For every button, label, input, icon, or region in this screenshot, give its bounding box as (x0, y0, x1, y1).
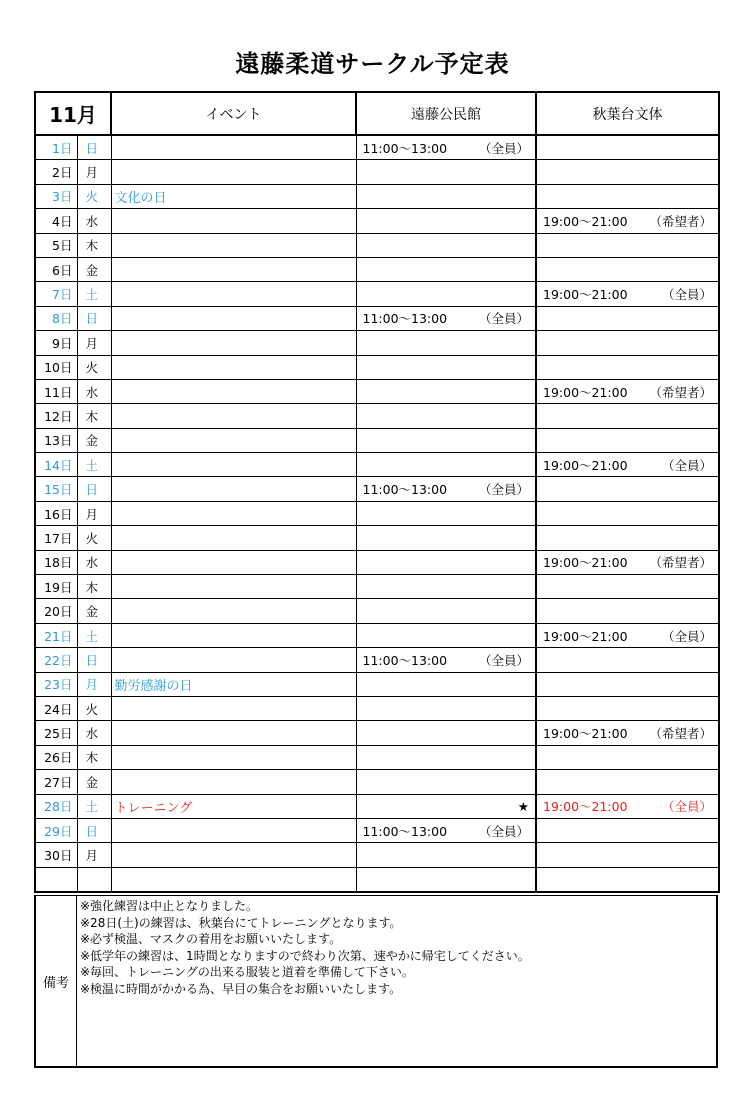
dow-cell: 金 (77, 770, 111, 794)
venue1-cell (356, 745, 536, 769)
event-cell (111, 282, 356, 306)
venue1-cell (356, 233, 536, 257)
venue2-cell (536, 404, 719, 428)
venue1-note: （全員） (478, 482, 529, 498)
venue2-cell (536, 135, 719, 160)
table-row (35, 672, 719, 696)
event-cell (111, 331, 356, 355)
venue1-cell (356, 648, 536, 672)
dow-cell: 日 (77, 648, 111, 672)
venue2-time: 19:00～21:00 (543, 628, 628, 644)
dow-cell: 火 (77, 696, 111, 720)
table-row (35, 526, 719, 550)
table-row (35, 184, 719, 208)
event-cell (111, 818, 356, 842)
date-cell: 12日 (35, 404, 77, 428)
table-row (35, 696, 719, 720)
venue1-cell (356, 135, 536, 160)
event-cell (111, 379, 356, 403)
dow-cell: 日 (77, 818, 111, 842)
table-row (35, 233, 719, 257)
note-line: ※28日(土)の練習は、秋葉台にてトレーニングとなります。 (80, 915, 402, 930)
venue2-cell (536, 306, 719, 330)
venue1-cell (356, 160, 536, 184)
event-cell (111, 160, 356, 184)
dow-cell: 金 (77, 428, 111, 452)
venue1-cell (356, 550, 536, 574)
venue1-cell (356, 404, 536, 428)
dow-cell: 水 (77, 379, 111, 403)
date-cell: 15日 (35, 477, 77, 501)
note-line: ※低学年の練習は、1時間となりますので終わり次第、速やかに帰宅してください。 (80, 948, 530, 963)
venue2-cell (536, 501, 719, 525)
date-cell: 19日 (35, 575, 77, 599)
venue2-note: （全員） (661, 457, 712, 473)
dow-cell: 木 (77, 745, 111, 769)
table-row (35, 818, 719, 842)
event-cell (111, 209, 356, 233)
venue1-cell (356, 843, 536, 867)
date-cell: 13日 (35, 428, 77, 452)
date-cell: 8日 (35, 306, 77, 330)
venue2-cell (536, 599, 719, 623)
empty-row (35, 867, 719, 892)
note-line: ※検温に時間がかかる為、早目の集合をお願いいたします。 (80, 981, 402, 996)
table-row (35, 501, 719, 525)
table-row (35, 331, 719, 355)
venue2-note: （全員） (661, 287, 712, 303)
date-cell: 7日 (35, 282, 77, 306)
event-cell (111, 843, 356, 867)
dow-cell: 土 (77, 453, 111, 477)
notes-box (34, 895, 718, 1068)
venue1-cell (356, 696, 536, 720)
venue2-cell (536, 184, 719, 208)
venue2-time: 19:00～21:00 (543, 287, 628, 303)
dow-cell: 日 (77, 306, 111, 330)
date-cell: 5日 (35, 233, 77, 257)
dow-cell: 日 (77, 135, 111, 160)
event-cell (111, 135, 356, 160)
schedule-body (35, 135, 719, 892)
table-row (35, 575, 719, 599)
date-cell: 20日 (35, 599, 77, 623)
venue2-cell (536, 477, 719, 501)
venue2-cell (536, 672, 719, 696)
venue1-cell (356, 599, 536, 623)
dow-cell: 火 (77, 526, 111, 550)
table-row (35, 794, 719, 818)
table-row (35, 306, 719, 330)
event-cell (111, 501, 356, 525)
venue2-note: （全員） (661, 628, 712, 644)
venue1-time: 11:00～13:00 (362, 482, 448, 498)
table-row (35, 257, 719, 281)
dow-cell: 木 (77, 575, 111, 599)
dow-cell: 水 (77, 550, 111, 574)
venue1-cell (356, 379, 536, 403)
event-cell (111, 355, 356, 379)
venue2-note: （希望者） (649, 555, 712, 571)
venue1-cell (356, 257, 536, 281)
date-cell: 25日 (35, 721, 77, 745)
event-cell (111, 306, 356, 330)
event-cell (111, 526, 356, 550)
venue1-cell (356, 818, 536, 842)
notes-list (80, 898, 530, 997)
venue2-time: 19:00～21:00 (543, 457, 628, 473)
venue2-cell (536, 453, 719, 477)
date-cell: 16日 (35, 501, 77, 525)
table-row (35, 550, 719, 574)
venue2-note: （希望者） (649, 726, 712, 742)
venue1-note: （全員） (478, 140, 529, 156)
table-row (35, 721, 719, 745)
note-line: ※毎回、トレーニングの出来る服装と道着を準備して下さい。 (80, 965, 414, 979)
venue1-cell (356, 501, 536, 525)
venue2-column-header: 秋葉台文体 (536, 92, 719, 135)
venue1-cell (356, 453, 536, 477)
table-row (35, 477, 719, 501)
table-row (35, 160, 719, 184)
event-cell: 勤労感謝の日 (111, 672, 356, 696)
date-cell: 29日 (35, 818, 77, 842)
event-cell (111, 696, 356, 720)
venue2-cell (536, 550, 719, 574)
venue2-cell (536, 331, 719, 355)
table-row (35, 770, 719, 794)
venue1-cell (356, 794, 536, 818)
event-cell (111, 745, 356, 769)
table-row (35, 404, 719, 428)
date-cell: 9日 (35, 331, 77, 355)
dow-cell: 水 (77, 721, 111, 745)
table-row (35, 623, 719, 647)
page-title: 遠藤柔道サークル予定表 (235, 50, 510, 78)
venue2-time: 19:00～21:00 (543, 726, 628, 742)
table-row (35, 355, 719, 379)
date-cell: 26日 (35, 745, 77, 769)
table-row (35, 135, 719, 160)
event-cell (111, 770, 356, 794)
dow-cell: 土 (77, 623, 111, 647)
dow-cell: 月 (77, 160, 111, 184)
dow-cell: 月 (77, 501, 111, 525)
venue1-cell (356, 477, 536, 501)
event-cell (111, 550, 356, 574)
event-cell (111, 404, 356, 428)
notes-label: 備考 (36, 896, 77, 1066)
venue1-cell (356, 306, 536, 330)
venue2-note: （全員） (661, 799, 712, 815)
table-row (35, 843, 719, 867)
date-cell: 24日 (35, 696, 77, 720)
note-line: ※強化練習は中止となりました。 (80, 899, 259, 913)
venue2-time: 19:00～21:00 (543, 213, 628, 229)
venue2-cell (536, 282, 719, 306)
venue2-cell (536, 355, 719, 379)
venue1-note: （全員） (478, 311, 529, 327)
event-cell: 文化の日 (111, 184, 356, 208)
date-cell: 28日 (35, 794, 77, 818)
venue2-cell (536, 843, 719, 867)
dow-cell: 日 (77, 477, 111, 501)
date-cell: 3日 (35, 184, 77, 208)
venue2-note: （希望者） (649, 213, 712, 229)
event-cell (111, 721, 356, 745)
event-cell (111, 599, 356, 623)
event-cell (111, 428, 356, 452)
venue2-time: 19:00～21:00 (543, 555, 628, 571)
note-line: ※必ず検温、マスクの着用をお願いいたします。 (80, 932, 342, 946)
event-cell: トレーニング (111, 794, 356, 818)
venue1-cell (356, 428, 536, 452)
table-row (35, 599, 719, 623)
schedule-table (34, 91, 720, 893)
table-row (35, 379, 719, 403)
date-cell: 4日 (35, 209, 77, 233)
venue1-time: 11:00～13:00 (362, 823, 448, 839)
date-cell: 14日 (35, 453, 77, 477)
venue1-cell (356, 575, 536, 599)
venue2-cell (536, 696, 719, 720)
venue1-cell (356, 355, 536, 379)
date-cell: 6日 (35, 257, 77, 281)
venue1-note: （全員） (478, 823, 529, 839)
dow-cell: 水 (77, 209, 111, 233)
dow-cell: 月 (77, 331, 111, 355)
table-header-row (35, 92, 719, 135)
venue1-time: 11:00～13:00 (362, 140, 448, 156)
date-cell: 10日 (35, 355, 77, 379)
venue2-cell (536, 623, 719, 647)
venue2-cell (536, 818, 719, 842)
venue2-time: 19:00～21:00 (543, 384, 628, 400)
dow-cell: 月 (77, 672, 111, 696)
dow-cell: 木 (77, 404, 111, 428)
event-cell (111, 257, 356, 281)
table-row (35, 453, 719, 477)
dow-cell: 金 (77, 257, 111, 281)
venue2-cell (536, 257, 719, 281)
date-cell: 1日 (35, 135, 77, 160)
venue2-cell (536, 209, 719, 233)
date-cell: 11日 (35, 379, 77, 403)
venue1-time: 11:00～13:00 (362, 311, 448, 327)
venue1-time: 11:00～13:00 (362, 652, 448, 668)
date-cell: 2日 (35, 160, 77, 184)
date-cell: 17日 (35, 526, 77, 550)
table-row (35, 745, 719, 769)
date-cell: 18日 (35, 550, 77, 574)
venue2-cell (536, 745, 719, 769)
venue2-cell (536, 648, 719, 672)
dow-cell: 火 (77, 355, 111, 379)
venue1-note: （全員） (478, 652, 529, 668)
date-cell: 22日 (35, 648, 77, 672)
dow-cell: 木 (77, 233, 111, 257)
venue1-cell (356, 209, 536, 233)
venue2-note: （希望者） (649, 384, 712, 400)
event-column-header: イベント (111, 92, 356, 135)
date-cell: 23日 (35, 672, 77, 696)
venue2-cell (536, 575, 719, 599)
table-row (35, 648, 719, 672)
date-cell: 21日 (35, 623, 77, 647)
venue1-cell (356, 672, 536, 696)
venue2-time: 19:00～21:00 (543, 799, 628, 815)
venue2-cell (536, 526, 719, 550)
event-cell (111, 233, 356, 257)
venue1-cell (356, 282, 536, 306)
venue1-cell (356, 526, 536, 550)
table-row (35, 282, 719, 306)
star-icon: ★ (517, 798, 529, 814)
dow-cell: 火 (77, 184, 111, 208)
month-header: 11月 (35, 92, 111, 135)
venue2-cell (536, 428, 719, 452)
venue1-cell (356, 623, 536, 647)
dow-cell: 土 (77, 794, 111, 818)
event-cell (111, 623, 356, 647)
dow-cell: 土 (77, 282, 111, 306)
date-cell: 27日 (35, 770, 77, 794)
venue2-cell (536, 794, 719, 818)
venue2-cell (536, 770, 719, 794)
venue1-cell (356, 184, 536, 208)
venue1-cell (356, 721, 536, 745)
event-cell (111, 477, 356, 501)
venue2-cell (536, 160, 719, 184)
venue2-cell (536, 721, 719, 745)
dow-cell: 月 (77, 843, 111, 867)
date-cell: 30日 (35, 843, 77, 867)
venue2-cell (536, 233, 719, 257)
dow-cell: 金 (77, 599, 111, 623)
event-cell (111, 575, 356, 599)
event-cell (111, 453, 356, 477)
table-row (35, 209, 719, 233)
venue1-cell (356, 331, 536, 355)
table-row (35, 428, 719, 452)
venue2-cell (536, 379, 719, 403)
venue1-cell (356, 770, 536, 794)
venue1-column-header: 遠藤公民館 (356, 92, 536, 135)
event-cell (111, 648, 356, 672)
